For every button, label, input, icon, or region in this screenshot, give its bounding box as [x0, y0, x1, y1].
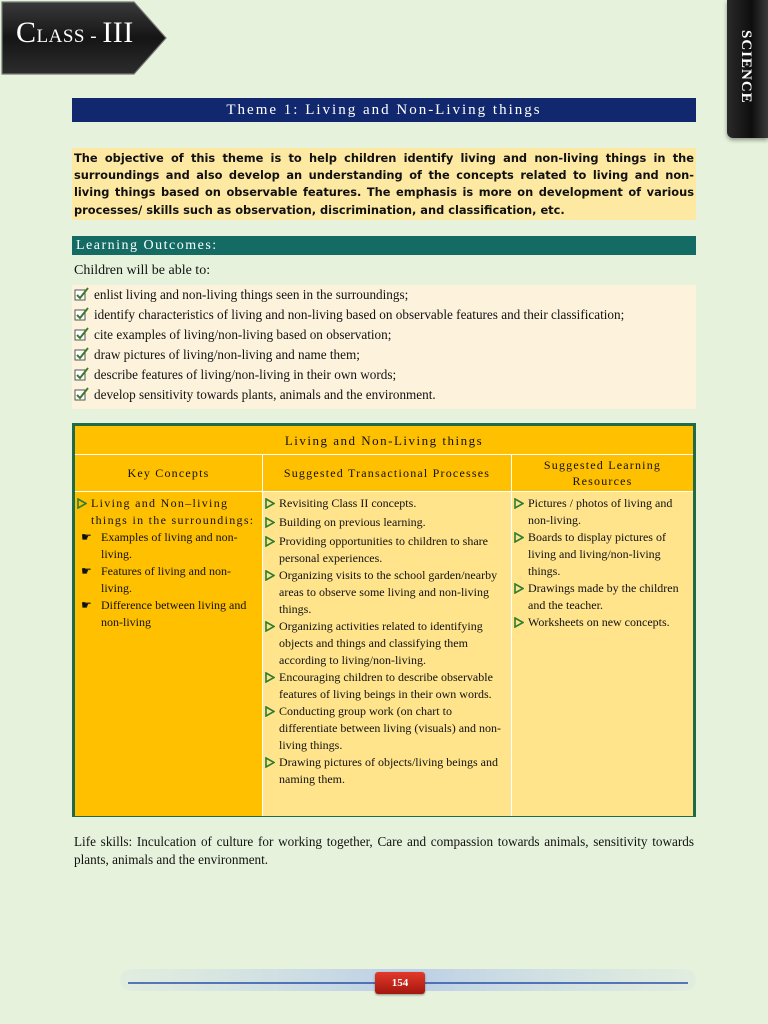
- list-item: Organizing visits to the school garden/nearby areas to observe some living and non-living things.: [265, 567, 509, 618]
- list-item: ☛ Examples of living and non-living.: [81, 530, 238, 561]
- triangle-arrow-icon: [514, 614, 528, 633]
- header-key-concepts: Key Concepts: [75, 455, 263, 491]
- list-item: Conducting group work (on chart to differentiate between living (visuals) and non-living things.: [265, 703, 509, 754]
- checkbox-pencil-icon: [74, 346, 94, 366]
- table-body-row: [75, 492, 693, 816]
- theme-title: Theme 1: Living and Non-Living things: [72, 98, 696, 122]
- list-item: Encouraging children to describe observable features of living beings in their own words.: [265, 669, 509, 703]
- pointing-hand-icon: ☛: [81, 564, 92, 578]
- list-item: Boards to display pictures of living and living/non-living things.: [514, 529, 691, 580]
- list-item: Living and Non–living things in the surroundings:: [77, 495, 260, 529]
- header-transactional-processes: Suggested Transactional Processes: [263, 455, 512, 491]
- triangle-arrow-icon: [265, 754, 279, 788]
- subject-tab: [727, 0, 768, 138]
- concepts-table: [72, 423, 696, 817]
- list-item: Pictures / photos of living and non-living.: [514, 495, 691, 529]
- checkbox-pencil-icon: [74, 306, 94, 326]
- list-item: develop sensitivity towards plants, animals and the environment.: [74, 386, 694, 406]
- learning-outcomes-title: Learning Outcomes:: [72, 236, 696, 255]
- header-learning-resources: Suggested Learning Resources: [543, 458, 662, 488]
- pointing-hand-icon: ☛: [81, 530, 92, 544]
- list-item: Providing opportunities to children to share personal experiences.: [265, 533, 509, 567]
- list-item: Organizing activities related to identifying objects and things and classifying them according to living/non-living.: [265, 618, 509, 669]
- checkbox-pencil-icon: [74, 386, 94, 406]
- list-item: ☛ Difference between living and non-living: [81, 598, 247, 629]
- list-item: enlist living and non-living things seen in the surroundings;: [74, 286, 694, 306]
- list-item: Drawing pictures of objects/living beings and naming them.: [265, 754, 509, 788]
- learning-outcomes-list: [72, 285, 696, 409]
- triangle-arrow-icon: [514, 529, 528, 580]
- subject-label: SCIENCE: [738, 30, 754, 104]
- triangle-arrow-icon: [514, 495, 528, 529]
- triangle-arrow-icon: [265, 514, 279, 533]
- triangle-arrow-icon: [514, 580, 528, 614]
- learning-outcomes-intro: Children will be able to:: [74, 263, 211, 278]
- triangle-arrow-icon: [265, 533, 279, 567]
- objective-box: The objective of this theme is to help children identify living and non-living things in the surroundings and also develop an understanding of the concepts related to living and non-living things based on observable features. The emphasis is more on development of various processes/ skills such as observation, discrimination, and classification, etc.: [72, 148, 696, 220]
- list-item: Worksheets on new concepts.: [514, 614, 691, 633]
- checkbox-pencil-icon: [74, 326, 94, 346]
- list-item: cite examples of living/non-living based on observation;: [74, 326, 694, 346]
- table-title: Living and Non-Living things: [75, 426, 693, 455]
- list-item: Building on previous learning.: [265, 514, 509, 533]
- pointing-hand-icon: ☛: [81, 598, 92, 612]
- triangle-arrow-icon: [265, 669, 279, 703]
- triangle-arrow-icon: [77, 495, 91, 529]
- triangle-arrow-icon: [265, 703, 279, 754]
- checkbox-pencil-icon: [74, 366, 94, 386]
- list-item: Revisiting Class II concepts.: [265, 495, 509, 514]
- list-item: identify characteristics of living and non-living based on observable features and their classification;: [74, 306, 694, 326]
- key-concepts-cell: [75, 492, 263, 816]
- list-item: Drawings made by the children and the teacher.: [514, 580, 691, 614]
- class-tab: [0, 0, 168, 76]
- triangle-arrow-icon: [265, 495, 279, 514]
- triangle-arrow-icon: [265, 567, 279, 618]
- list-item: draw pictures of living/non-living and name them;: [74, 346, 694, 366]
- checkbox-pencil-icon: [74, 286, 94, 306]
- class-label: CLASS - III: [16, 16, 134, 49]
- list-item: describe features of living/non-living in their own words;: [74, 366, 694, 386]
- resources-cell: [512, 492, 693, 816]
- page-number: 154: [375, 972, 425, 994]
- table-header-row: [75, 455, 693, 492]
- processes-cell: [263, 492, 512, 816]
- life-skills: Life skills: Inculcation of culture for working together, Care and compassion towards animals, sensitivity towards plants, animals and the environment.: [74, 834, 694, 867]
- list-item: ☛ Features of living and non-living.: [81, 564, 231, 595]
- triangle-arrow-icon: [265, 618, 279, 669]
